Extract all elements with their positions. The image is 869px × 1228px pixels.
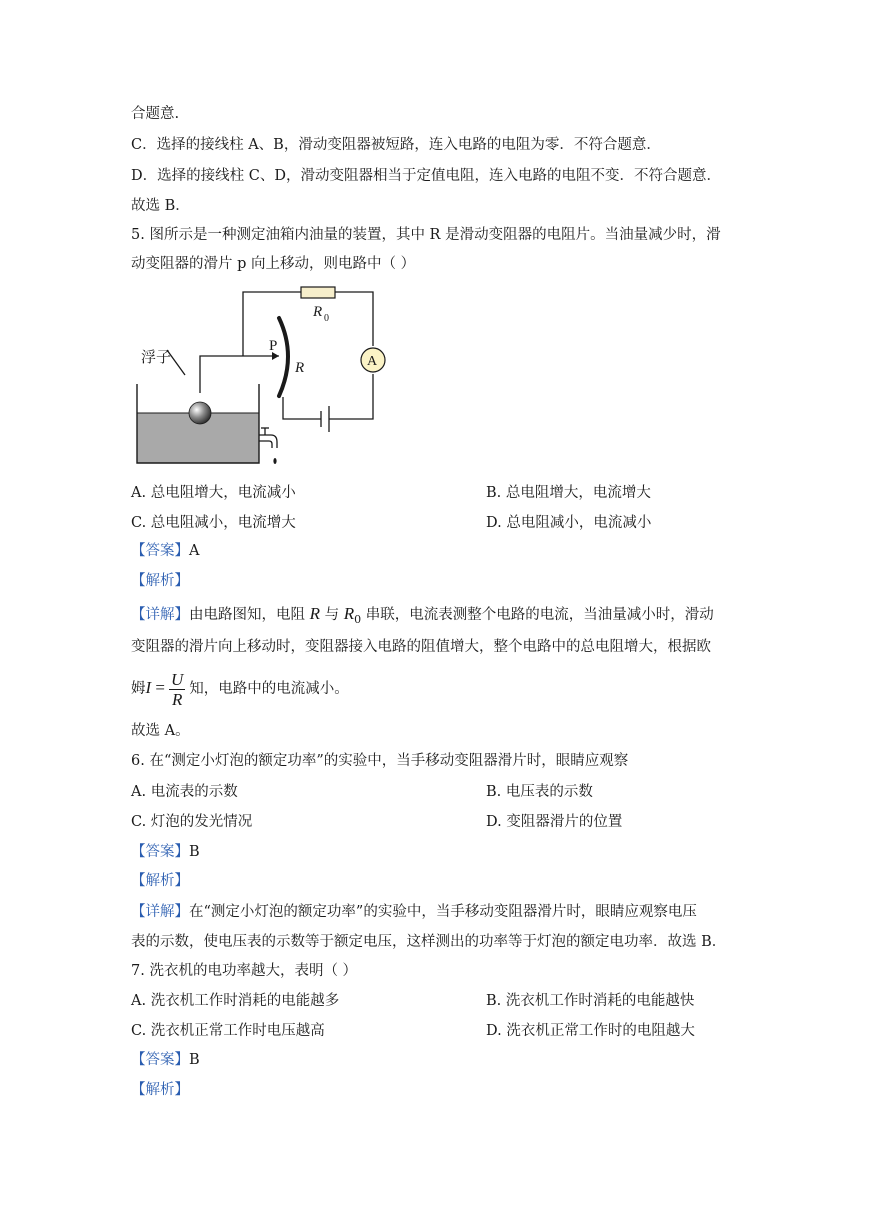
option-d: D. 总电阻减小，电流减小 [486,515,652,531]
detail-text: 串联，电流表测整个电路的电流，当油量减小时，滑动 [365,607,714,623]
option-d: D. 变阻器滑片的位置 [486,814,623,830]
detail-text: 姆 [131,681,146,697]
detail-line [131,604,714,630]
detail-text: 与 [324,607,340,623]
answer-tag: 【答案】 [131,543,189,559]
answer-tag: 【答案】 [131,1052,189,1068]
detail-tag: 【详解】 [131,904,189,920]
ammeter-label: A [367,354,378,369]
conclusion-line: 故选 A。 [131,723,190,739]
option-a: A. 洗衣机工作时消耗的电能越多 [131,993,340,1009]
answer-line [131,842,200,862]
faucet-icon [259,428,277,448]
var-i: I [145,678,152,697]
option-b: B. 电压表的示数 [486,784,593,800]
option-b: B. 洗衣机工作时消耗的电能越快 [486,993,695,1009]
question-5-stem: 5. 图所示是一种测定油箱内油量的装置，其中 R 是滑动变阻器的电阻片。当油量减少时，滑 [131,227,721,243]
analysis-line [131,1080,189,1100]
detail-line [131,902,697,922]
equals-sign: = [151,678,166,697]
option-a: A. 总电阻增大，电流减小 [131,485,296,501]
answer-value: A [189,543,200,559]
water-drop-icon [273,458,276,464]
ohms-law-fraction [169,670,185,709]
text-line: 故选 B． [131,198,190,214]
answer-value: B [189,1052,200,1068]
analysis-tag: 【解析】 [131,873,189,889]
detail-text: 在“测定小灯泡的额定功率”的实验中，当手移动变阻器滑片时，眼睛应观察电压 [189,904,697,920]
option-c: C. 洗衣机正常工作时电压越高 [131,1023,325,1039]
var-r0-sub: 0 [354,613,362,626]
analysis-line [131,571,189,591]
var-r: R [309,604,320,623]
resistor-r0 [301,287,335,298]
float-label: 浮子 [141,348,172,366]
variable-resistor-r [279,318,288,396]
r0-label: R [313,304,323,320]
question-5-stem-cont: 动变阻器的滑片 p 向上移动，则电路中（ ） [131,256,416,272]
option-c: C. 总电阻减小，电流增大 [131,515,296,531]
detail-line: 变阻器的滑片向上移动时，变阻器接入电路的阻值增大，整个电路中的总电阻增大，根据欧 [131,639,711,655]
option-c: C. 灯泡的发光情况 [131,814,253,830]
text-line: C．选择的接线柱 A、B，滑动变阻器被短路，连入电路的电阻为零．不符合题意． [131,137,661,153]
r0-subscript: 0 [324,313,329,324]
detail-text: 由电路图知，电阻 [189,607,305,623]
option-a: A. 电流表的示数 [131,784,238,800]
question-6-stem: 6. 在“测定小灯泡的额定功率”的实验中，当手移动变阻器滑片时，眼睛应观察 [131,753,629,769]
text-line: 合题意. [131,106,180,122]
detail-line: 表的示数，使电压表的示数等于额定电压，这样测出的功率等于灯泡的额定电功率．故选 B． [131,934,727,950]
resistor-r-label: R [295,360,305,376]
answer-tag: 【答案】 [131,844,189,860]
question-7-stem: 7. 洗衣机的电功率越大，表明（ ） [131,963,358,979]
answer-line [131,1050,200,1070]
answer-line [131,541,199,561]
analysis-tag: 【解析】 [131,573,189,589]
option-b: B. 总电阻增大，电流增大 [486,485,651,501]
oil-gauge-circuit-diagram [131,284,391,474]
option-d: D. 洗衣机正常工作时的电阻越大 [486,1023,695,1039]
analysis-tag: 【解析】 [131,1082,189,1098]
slider-p-label: P [269,338,278,354]
fraction-denominator: R [171,689,183,709]
detail-tag: 【详解】 [131,607,189,623]
var-r0: R [343,604,355,623]
text-line: D．选择的接线柱 C、D，滑动变阻器相当于定值电阻，连入电路的电阻不变．不符合题意． [131,168,721,184]
fraction-numerator: U [171,669,184,689]
analysis-line [131,871,189,891]
detail-formula-line [131,668,349,709]
detail-text: 知，电路中的电流减小。 [189,681,349,697]
answer-value: B [189,844,200,860]
float-ball-icon [189,402,211,424]
